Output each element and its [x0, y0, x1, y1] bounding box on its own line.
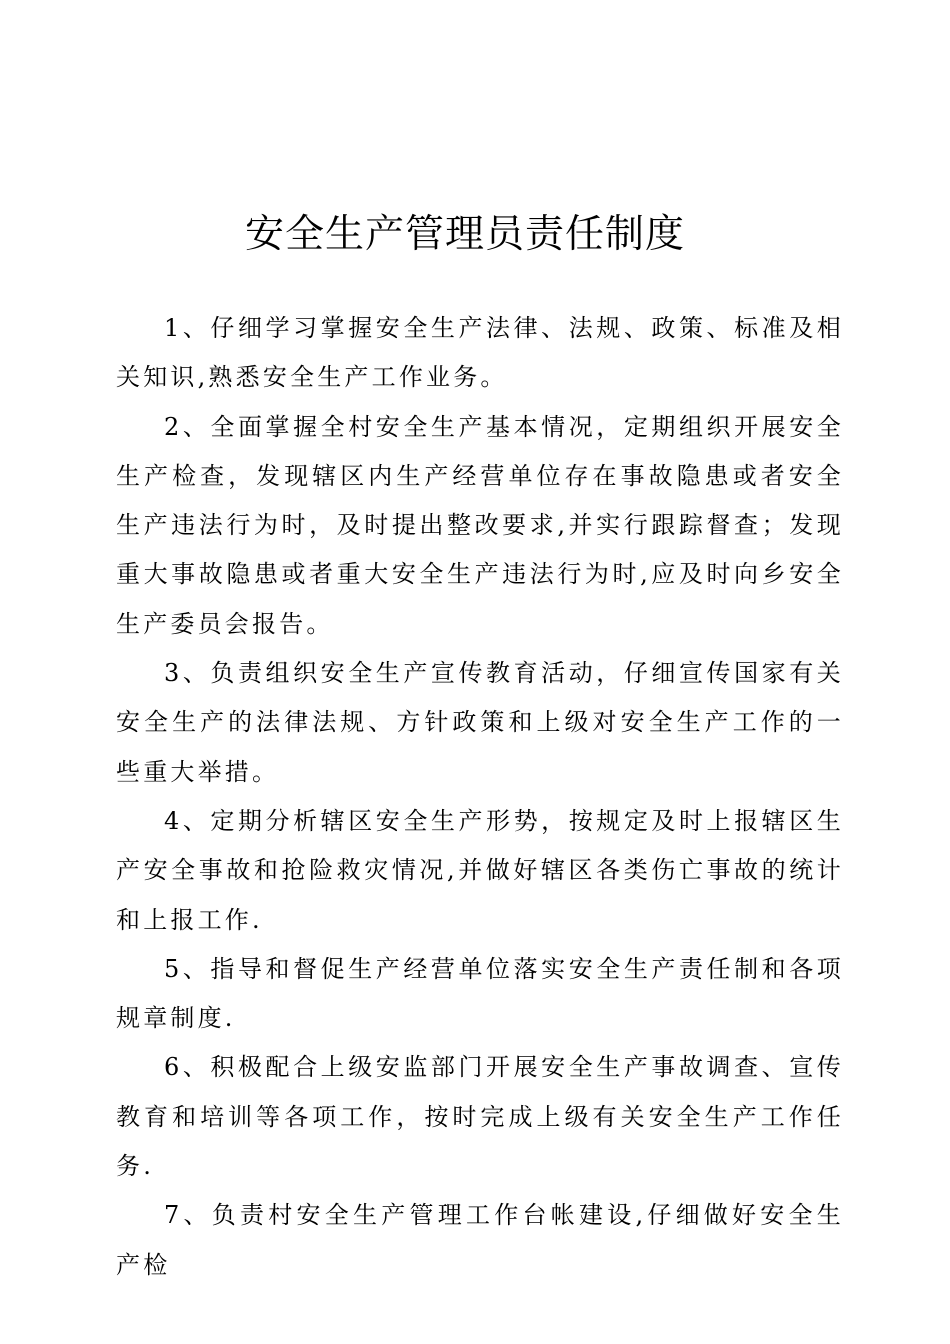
paragraph-2: 2、全面掌握全村安全生产基本情况，定期组织开展安全生产检查，发现辖区内生产经营单位存在事故隐患或者安全生产违法行为时，及时提出整改要求,并实行跟踪督查；发现重大事故隐患或者重大安全生产违法行为时,应及时向乡安全生产委员会报告。	[116, 412, 844, 638]
paragraph-6: 6、积极配合上级安监部门开展安全生产事故调查、宣传教育和培训等各项工作，按时完成上级有关安全生产工作任务.	[116, 1053, 844, 1181]
paragraph-5: 5、指导和督促生产经营单位落实安全生产责任制和各项规章制度.	[116, 954, 844, 1033]
paragraph-4: 4、定期分析辖区安全生产形势，按规定及时上报辖区生产安全事故和抢险救灾情况,并做好辖区各类伤亡事故的统计和上报工作.	[116, 806, 844, 934]
paragraph-7: 7、负责村安全生产管理工作台帐建设,仔细做好安全生产检	[116, 1201, 844, 1279]
paragraph-1: 1、仔细学习掌握安全生产法律、法规、政策、标准及相关知识,熟悉安全生产工作业务。	[116, 314, 844, 392]
document-title: 安全生产管理员责任制度	[244, 212, 685, 257]
document-body	[116, 304, 844, 1290]
paragraph-3: 3、负责组织安全生产宣传教育活动，仔细宣传国家有关安全生产的法律法规、方针政策和上级对安全生产工作的一些重大举措。	[116, 659, 844, 786]
